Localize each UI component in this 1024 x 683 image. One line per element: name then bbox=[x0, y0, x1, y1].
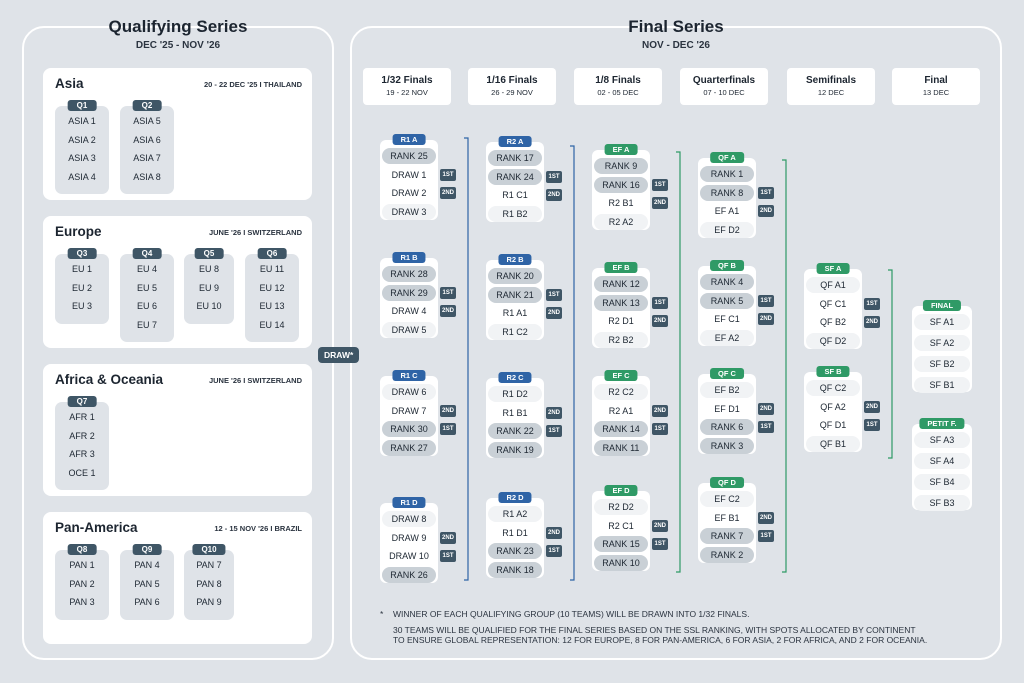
match-team: QF D2 bbox=[806, 333, 860, 349]
match-team: RANK 2 bbox=[700, 547, 754, 563]
stage-header bbox=[680, 68, 768, 105]
group-label: Q1 bbox=[68, 100, 97, 111]
group-team: EU 4 bbox=[136, 264, 157, 274]
position-badge: 2ND bbox=[440, 405, 456, 417]
region-name: Pan-America bbox=[55, 520, 138, 535]
position-badge: 2ND bbox=[652, 405, 668, 417]
match-card bbox=[698, 261, 772, 346]
match-tag: R2 D bbox=[498, 492, 531, 503]
position-badge: 2ND bbox=[758, 313, 774, 325]
group-team: PAN 2 bbox=[69, 578, 95, 589]
note-line-2: 30 TEAMS WILL BE QUALIFIED FOR THE FINAL SERIES BASED ON THE SSL RANKING, WITH SPOTS ALLOCATED BY CONTINENT bbox=[393, 625, 916, 635]
draw-badge: DRAW* bbox=[318, 347, 359, 363]
position-badge: 1ST bbox=[758, 530, 774, 542]
position-badge: 1ST bbox=[758, 421, 774, 433]
position-badge: 1ST bbox=[546, 289, 562, 301]
region-card bbox=[43, 68, 312, 200]
match-tag: EF A bbox=[605, 144, 638, 155]
region-date: 12 - 15 NOV '26 I BRAZIL bbox=[214, 524, 302, 533]
group-team: EU 8 bbox=[198, 264, 219, 274]
match-team: RANK 24 bbox=[488, 169, 542, 185]
group-team: PAN 8 bbox=[196, 578, 222, 589]
match-card bbox=[698, 153, 772, 238]
match-tag: SF A bbox=[817, 263, 850, 274]
match-card bbox=[592, 486, 666, 571]
group-team: PAN 3 bbox=[69, 597, 95, 607]
position-badge: 1ST bbox=[864, 419, 880, 431]
match-team: RANK 3 bbox=[700, 438, 754, 454]
position-badge: 2ND bbox=[864, 316, 880, 328]
position-badge: 2ND bbox=[758, 403, 774, 415]
group-box bbox=[55, 545, 109, 620]
match-team: RANK 4 bbox=[700, 274, 754, 290]
group-box bbox=[120, 101, 174, 194]
region-name: Europe bbox=[55, 224, 102, 239]
group-team: EU 13 bbox=[259, 301, 285, 311]
stage-header bbox=[363, 68, 451, 105]
match-tag: R1 B bbox=[392, 252, 425, 263]
position-badge: 2ND bbox=[652, 315, 668, 327]
stage-name: Final bbox=[924, 75, 948, 86]
group-team: EU 5 bbox=[136, 282, 157, 293]
match-team: SF B4 bbox=[914, 474, 970, 490]
match-team: RANK 12 bbox=[594, 276, 648, 292]
group-team: PAN 5 bbox=[134, 578, 160, 589]
match-team: R2 B1 bbox=[594, 195, 648, 211]
match-team: R1 C1 bbox=[488, 187, 542, 203]
match-team: RANK 17 bbox=[488, 150, 542, 166]
match-team: RANK 21 bbox=[488, 287, 542, 303]
match-card bbox=[380, 135, 454, 220]
match-card bbox=[804, 367, 878, 452]
match-team: RANK 19 bbox=[488, 442, 542, 458]
match-team: R2 D2 bbox=[594, 499, 648, 515]
region-date: JUNE '26 I SWITZERLAND bbox=[208, 376, 302, 385]
match-team: R1 B1 bbox=[488, 405, 542, 421]
match-card bbox=[380, 498, 454, 583]
region-date: JUNE '26 I SWITZERLAND bbox=[208, 228, 302, 237]
group-box bbox=[184, 249, 234, 324]
match-team: QF B2 bbox=[806, 314, 860, 330]
match-card bbox=[804, 264, 878, 349]
group-team: EU 7 bbox=[136, 319, 157, 330]
position-badge: 1ST bbox=[440, 169, 456, 181]
stage-name: 1/32 Finals bbox=[381, 75, 433, 86]
note-star: * bbox=[380, 609, 384, 619]
position-badge: 1ST bbox=[440, 423, 456, 435]
stage-header bbox=[468, 68, 556, 105]
stage-date: 19 - 22 NOV bbox=[386, 88, 428, 97]
qualifying-dates: DEC '25 - NOV '26 bbox=[135, 40, 221, 51]
group-box bbox=[120, 249, 174, 342]
match-team: RANK 5 bbox=[700, 293, 754, 309]
match-team: R2 C2 bbox=[594, 384, 648, 400]
group-label: Q4 bbox=[133, 248, 162, 259]
group-team: PAN 9 bbox=[196, 597, 222, 607]
stage-header bbox=[787, 68, 875, 105]
group-team: EU 6 bbox=[136, 301, 157, 311]
note-line-3: TO ENSURE GLOBAL REPRESENTATION: 12 FOR EUROPE, 8 FOR PAN-AMERICA, 6 FOR ASIA, 2 FOR AFRICA, AND 2 FOR OCEANIA. bbox=[393, 635, 928, 645]
match-team: EF A2 bbox=[700, 330, 754, 346]
match-team: RANK 27 bbox=[382, 440, 436, 456]
group-team: EU 12 bbox=[259, 282, 285, 293]
position-badge: 2ND bbox=[864, 401, 880, 413]
match-team: SF B2 bbox=[914, 356, 970, 372]
match-team: R1 C2 bbox=[488, 324, 542, 340]
match-team: SF A1 bbox=[914, 314, 970, 330]
note-line-1: WINNER OF EACH QUALIFYING GROUP (10 TEAMS) WILL BE DRAWN INTO 1/32 FINALS. bbox=[393, 609, 750, 619]
match-team: R2 B2 bbox=[594, 332, 648, 348]
match-card bbox=[698, 478, 772, 563]
match-team: DRAW 7 bbox=[382, 403, 436, 419]
match-team: DRAW 5 bbox=[382, 322, 436, 338]
match-team: R1 D2 bbox=[488, 386, 542, 402]
group-box bbox=[245, 249, 299, 342]
match-team: RANK 6 bbox=[700, 419, 754, 435]
group-label: Q10 bbox=[192, 544, 225, 555]
stage-date: 02 - 05 DEC bbox=[597, 88, 639, 97]
group-team: ASIA 6 bbox=[133, 134, 161, 145]
position-badge: 1ST bbox=[652, 423, 668, 435]
match-team: SF A4 bbox=[914, 453, 970, 469]
match-tag: EF B bbox=[604, 262, 637, 273]
match-card bbox=[486, 137, 560, 222]
match-tag: R2 B bbox=[498, 254, 531, 265]
match-team: DRAW 6 bbox=[382, 384, 436, 400]
match-card bbox=[698, 369, 772, 454]
match-tag: R1 A bbox=[393, 134, 426, 145]
match-team: DRAW 1 bbox=[382, 167, 436, 183]
match-tag: QF B bbox=[710, 260, 744, 271]
match-tag: QF D bbox=[710, 477, 744, 488]
position-badge: 2ND bbox=[440, 532, 456, 544]
stage-date: 26 - 29 NOV bbox=[491, 88, 533, 97]
group-team: EU 3 bbox=[71, 301, 92, 311]
match-team: EF B2 bbox=[700, 382, 754, 398]
group-team: PAN 6 bbox=[134, 597, 160, 607]
group-team: AFR 2 bbox=[69, 430, 95, 441]
group-team: EU 2 bbox=[71, 282, 92, 293]
match-tag: EF C bbox=[604, 370, 637, 381]
match-team: R1 B2 bbox=[488, 206, 542, 222]
final-series-title: Final Series bbox=[628, 17, 724, 36]
match-team: R2 D1 bbox=[594, 313, 648, 329]
match-team: SF A3 bbox=[914, 432, 970, 448]
match-card bbox=[912, 419, 972, 510]
group-team: EU 9 bbox=[198, 282, 219, 293]
group-team: EU 14 bbox=[259, 319, 285, 330]
qualifying-title: Qualifying Series bbox=[108, 17, 248, 36]
position-badge: 1ST bbox=[864, 298, 880, 310]
match-team: R2 A1 bbox=[594, 403, 648, 419]
match-team: QF A1 bbox=[806, 277, 860, 293]
match-team: RANK 22 bbox=[488, 423, 542, 439]
match-tag: PETIT F. bbox=[919, 418, 964, 429]
match-card bbox=[380, 253, 454, 338]
group-team: ASIA 1 bbox=[68, 116, 96, 126]
match-team: RANK 14 bbox=[594, 421, 648, 437]
group-team: ASIA 8 bbox=[133, 171, 161, 182]
group-label: Q8 bbox=[68, 544, 97, 555]
position-badge: 2ND bbox=[546, 189, 562, 201]
match-team: RANK 18 bbox=[488, 562, 542, 578]
match-team: QF D1 bbox=[806, 417, 860, 433]
group-label: Q3 bbox=[68, 248, 97, 259]
match-team: EF A1 bbox=[700, 203, 754, 219]
stage-name: Quarterfinals bbox=[692, 75, 756, 86]
match-team: RANK 10 bbox=[594, 555, 648, 571]
match-tag: R1 C bbox=[392, 370, 425, 381]
group-team: ASIA 7 bbox=[133, 153, 161, 163]
group-box bbox=[55, 397, 109, 490]
group-team: ASIA 5 bbox=[133, 116, 161, 126]
match-team: QF A2 bbox=[806, 399, 860, 415]
match-tag: QF A bbox=[710, 152, 744, 163]
match-team: DRAW 3 bbox=[382, 204, 436, 220]
match-team: RANK 20 bbox=[488, 268, 542, 284]
position-badge: 1ST bbox=[546, 171, 562, 183]
match-team: RANK 15 bbox=[594, 536, 648, 552]
match-team: SF B1 bbox=[914, 377, 970, 393]
region-card bbox=[43, 512, 312, 644]
group-label: Q9 bbox=[133, 544, 162, 555]
group-team: PAN 4 bbox=[134, 560, 160, 570]
match-team: DRAW 9 bbox=[382, 530, 436, 546]
stage-date: 12 DEC bbox=[817, 88, 845, 97]
match-team: RANK 30 bbox=[382, 421, 436, 437]
match-team: R1 A1 bbox=[488, 305, 542, 321]
group-box bbox=[55, 101, 109, 194]
match-card bbox=[592, 371, 666, 456]
match-tag: QF C bbox=[710, 368, 744, 379]
position-badge: 1ST bbox=[440, 550, 456, 562]
match-team: RANK 26 bbox=[382, 567, 436, 583]
group-box bbox=[55, 249, 109, 324]
match-team: DRAW 10 bbox=[382, 548, 436, 564]
match-team: SF A2 bbox=[914, 335, 970, 351]
position-badge: 1ST bbox=[546, 425, 562, 437]
region-name: Asia bbox=[55, 76, 84, 91]
final-series-dates: NOV - DEC '26 bbox=[642, 40, 710, 51]
region-card bbox=[43, 364, 312, 496]
match-card bbox=[380, 371, 454, 456]
position-badge: 2ND bbox=[546, 527, 562, 539]
group-label: Q5 bbox=[195, 248, 224, 259]
position-badge: 2ND bbox=[546, 307, 562, 319]
match-team: RANK 8 bbox=[700, 185, 754, 201]
match-team: DRAW 8 bbox=[382, 511, 436, 527]
match-team: RANK 29 bbox=[382, 285, 436, 301]
match-team: QF C1 bbox=[806, 296, 860, 312]
group-team: EU 10 bbox=[196, 301, 222, 311]
region-card bbox=[43, 216, 312, 348]
group-team: AFR 3 bbox=[69, 449, 95, 459]
match-team: DRAW 4 bbox=[382, 303, 436, 319]
group-team: EU 11 bbox=[259, 264, 285, 274]
match-card bbox=[486, 255, 560, 340]
region-name: Africa & Oceania bbox=[55, 372, 164, 387]
position-badge: 1ST bbox=[440, 287, 456, 299]
group-label: Q6 bbox=[258, 248, 287, 259]
group-label: Q7 bbox=[68, 396, 97, 407]
match-team: RANK 25 bbox=[382, 148, 436, 164]
position-badge: 2ND bbox=[440, 187, 456, 199]
stage-name: 1/16 Finals bbox=[486, 75, 538, 86]
match-team: EF C2 bbox=[700, 491, 754, 507]
match-team: RANK 16 bbox=[594, 177, 648, 193]
match-team: RANK 28 bbox=[382, 266, 436, 282]
match-tag: R2 C bbox=[498, 372, 531, 383]
match-team: EF D2 bbox=[700, 222, 754, 238]
position-badge: 1ST bbox=[758, 187, 774, 199]
position-badge: 1ST bbox=[546, 545, 562, 557]
position-badge: 2ND bbox=[758, 205, 774, 217]
match-team: R2 A2 bbox=[594, 214, 648, 230]
match-card bbox=[486, 493, 560, 578]
match-team: RANK 23 bbox=[488, 543, 542, 559]
position-badge: 1ST bbox=[652, 538, 668, 550]
match-card bbox=[592, 145, 666, 230]
group-team: PAN 7 bbox=[196, 560, 222, 570]
stage-date: 13 DEC bbox=[922, 88, 950, 97]
group-team: ASIA 4 bbox=[68, 171, 96, 182]
group-team: AFR 1 bbox=[69, 412, 95, 422]
match-tag: SF B bbox=[816, 366, 849, 377]
match-team: RANK 11 bbox=[594, 440, 648, 456]
match-team: RANK 1 bbox=[700, 166, 754, 182]
match-team: EF D1 bbox=[700, 401, 754, 417]
stage-name: Semifinals bbox=[805, 75, 857, 86]
match-team: R1 A2 bbox=[488, 506, 542, 522]
position-badge: 2ND bbox=[440, 305, 456, 317]
match-tag: EF D bbox=[604, 485, 637, 496]
match-card bbox=[912, 301, 972, 392]
position-badge: 1ST bbox=[652, 179, 668, 191]
final-series-panel bbox=[350, 26, 1002, 660]
match-tag: R2 A bbox=[499, 136, 532, 147]
match-team: RANK 9 bbox=[594, 158, 648, 174]
group-label: Q2 bbox=[133, 100, 162, 111]
stage-date: 07 - 10 DEC bbox=[703, 88, 745, 97]
group-box bbox=[184, 545, 234, 620]
match-team: EF C1 bbox=[700, 311, 754, 327]
match-team: EF B1 bbox=[700, 510, 754, 526]
position-badge: 2ND bbox=[758, 512, 774, 524]
region-date: 20 - 22 DEC '25 I THAILAND bbox=[203, 80, 302, 89]
match-tag: R1 D bbox=[392, 497, 425, 508]
group-team: PAN 1 bbox=[69, 560, 95, 570]
group-box bbox=[120, 545, 174, 620]
stage-header bbox=[892, 68, 980, 105]
match-team: QF B1 bbox=[806, 436, 860, 452]
match-team: R2 C1 bbox=[594, 518, 648, 534]
match-team: RANK 13 bbox=[594, 295, 648, 311]
stage-name: 1/8 Finals bbox=[595, 75, 641, 86]
match-team: DRAW 2 bbox=[382, 185, 436, 201]
stage-header bbox=[574, 68, 662, 105]
match-tag: FINAL bbox=[923, 300, 961, 311]
match-team: R1 D1 bbox=[488, 525, 542, 541]
match-team: RANK 7 bbox=[700, 528, 754, 544]
position-badge: 1ST bbox=[758, 295, 774, 307]
position-badge: 1ST bbox=[652, 297, 668, 309]
position-badge: 2ND bbox=[652, 197, 668, 209]
match-team: QF C2 bbox=[806, 380, 860, 396]
match-card bbox=[486, 373, 560, 458]
group-team: ASIA 2 bbox=[68, 134, 96, 145]
match-card bbox=[592, 263, 666, 348]
position-badge: 2ND bbox=[652, 520, 668, 532]
group-team: EU 1 bbox=[71, 264, 92, 274]
group-team: OCE 1 bbox=[68, 467, 96, 478]
group-team: ASIA 3 bbox=[68, 153, 96, 163]
match-team: SF B3 bbox=[914, 495, 970, 511]
position-badge: 2ND bbox=[546, 407, 562, 419]
